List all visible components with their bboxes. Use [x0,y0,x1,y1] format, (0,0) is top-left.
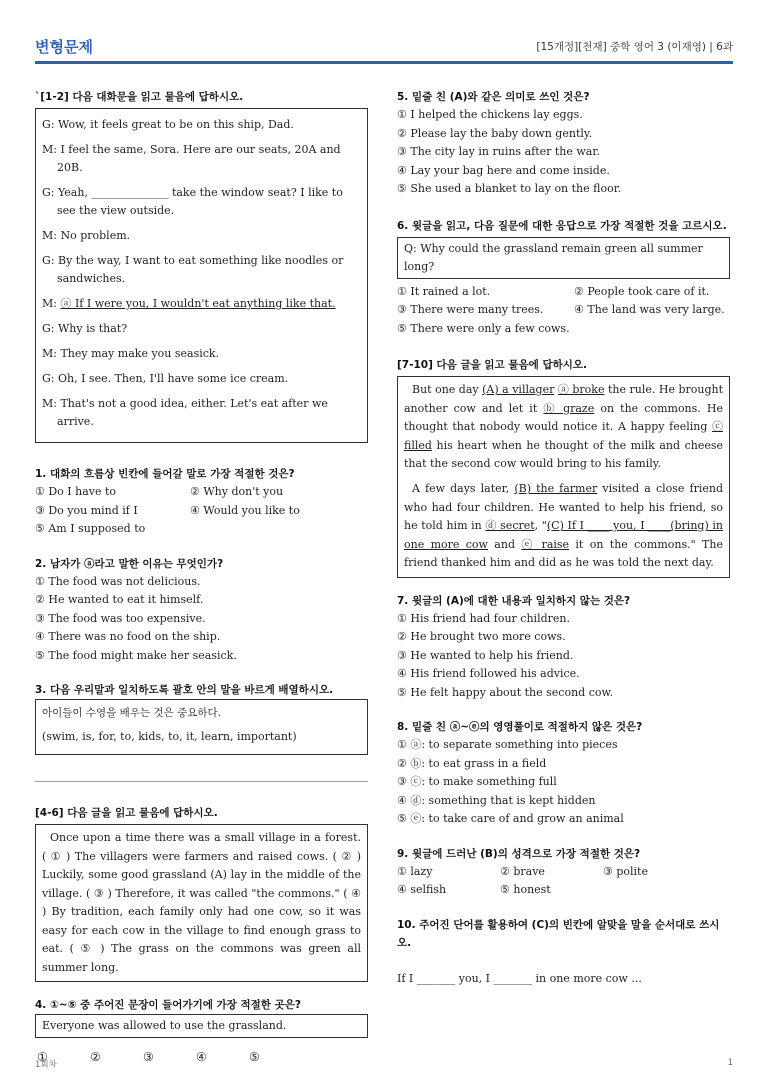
dialogue-line: G: By the way, I want to eat something like noodles or sandwiches. [42,254,344,285]
question-7: 7. 윗글의 (A)에 대한 내용과 일치하지 않는 것은? [397,594,631,607]
q7-option-3[interactable]: ③ He wanted to help his friend. [397,648,574,662]
q8-option-2[interactable]: ② ⓑ: to eat grass in a field [397,756,547,770]
dialogue-line: G: Oh, I see. Then, I'll have some ice cream. [42,372,289,385]
dialogue-line: G: Yeah, ______________ take the window seat? I like to see the view outside. [42,186,343,217]
question-5-options [397,106,730,199]
q10-answer-line[interactable]: If I _______ you, I _______ in one more cow ... [397,971,642,985]
passage-farmer: But one day (A) a villager ⓐ broke the rule. He brought another cow and let it ⓑ graze on the commons. He thought that nobody would notice it. A happy feeling ⓒ filled his heart when he thought of the milk and cheese that the second cow would bring to his family. A few days later, (B) the farmer visited a close friend who had four children. He wanted to help his friend, so he told him in ⓓ secret, "(C) If I ____ you, I ____(bring) in one more cow and ⓔ raise it on the commons." The friend thanked him and did as he was told the next day. [397,376,730,578]
q1-option-3[interactable]: ③ Do you mind if I [35,503,138,517]
q8-option-3[interactable]: ③ ⓒ: to make something full [397,775,557,789]
dialogue-line: M: ⓐ If I were you, I wouldn't eat anything like that. [42,297,336,310]
q9-option-1[interactable]: ① lazy [397,864,433,878]
question-4-options [35,1050,368,1064]
dialogue-line: M: I feel the same, Sora. Here are our seats, 20A and 20B. [42,143,341,174]
q4-option-5[interactable]: ⑤ [249,1050,260,1064]
q9-option-3[interactable]: ③ polite [603,864,648,878]
question-1: 1. 대화의 흐름상 빈칸에 들어갈 말로 가장 적절한 것은? [35,468,295,480]
question-2-options [35,573,368,666]
question-4: 4. ①~⑤ 중 주어진 문장이 들어가기에 가장 적절한 곳은? [35,999,301,1011]
q4-option-2[interactable]: ② [90,1050,101,1064]
question-6-options [397,283,730,339]
q9-option-5[interactable]: ⑤ honest [500,883,551,897]
q7-option-2[interactable]: ② He brought two more cows. [397,630,566,644]
dialogue-line: G: Wow, it feels great to be on this ship, Dad. [42,118,294,131]
q9-option-2[interactable]: ② brave [500,864,545,878]
question-6: 6. 윗글을 읽고, 다음 질문에 대한 응답으로 가장 적절한 것을 고르시오. [397,219,727,232]
question-10: 10. 주어진 단어를 활용하여 (C)의 빈칸에 알맞을 말을 순서대로 쓰시오. [397,918,720,949]
q9-option-4[interactable]: ④ selfish [397,883,447,897]
section-divider [35,781,368,782]
right-column [397,88,730,988]
question-5: 5. 밑줄 친 (A)와 같은 의미로 쓰인 것은? [397,91,590,103]
q1-option-2[interactable]: ② Why don't you [190,485,284,498]
footer-round: 1회차 [35,1060,57,1070]
q6-question-box: Q: Why could the grassland remain green all summer long? [397,237,730,279]
q4-option-3[interactable]: ③ [143,1050,154,1064]
q6-option-4[interactable]: ④ The land was very large. [574,303,725,316]
q4-option-1[interactable]: ① [37,1050,48,1064]
q2-option-5[interactable]: ⑤ The food might make her seasick. [35,648,237,662]
dialogue-line: M: That's not a good idea, either. Let's eat after we arrive. [42,397,328,428]
q7-option-1[interactable]: ① His friend had four children. [397,611,570,625]
page-number: 1 [727,1058,733,1068]
passage-commons: Once upon a time there was a small village in a forest. ( ① ) The villagers were farmers and raised cows. ( ② ) Luckily, some good grassland (A) lay in the middle of the village. ( ③ ) Therefore, it was called "the commons." ( ④ ) By tradition, each family only had one cow, so it was easy for each cow in the village to find enough grass to eat. ( ⑤ ) The grass on the commons was green all summer long. [35,824,368,982]
q8-option-4[interactable]: ④ ⓓ: something that is kept hidden [397,793,596,807]
dialogue-line: G: Why is that? [42,322,128,335]
question-1-options [35,483,368,539]
q5-option-5[interactable]: ⑤ She used a blanket to lay on the floor. [397,182,622,195]
question-7-options [397,610,730,703]
q2-option-1[interactable]: ① The food was not delicious. [35,574,201,588]
question-3-box [35,699,368,755]
section-heading-7-10: [7-10] 다음 글을 읽고 물음에 답하시오. [397,359,587,371]
header-rule [35,61,733,64]
q7-option-5[interactable]: ⑤ He felt happy about the second cow. [397,685,614,699]
q2-option-4[interactable]: ④ There was no food on the ship. [35,630,221,643]
q4-given-sentence: Everyone was allowed to use the grassland. [35,1014,368,1038]
page-title: 변형문제 [35,38,93,56]
question-8: 8. 밑줄 친 ⓐ~ⓔ의 영영풀이로 적절하지 않은 것은? [397,721,643,734]
q3-word-list: (swim, is, for, to, kids, to, it, learn, important) [42,730,297,743]
q1-option-1[interactable]: ① Do I have to [35,485,117,498]
q5-option-4[interactable]: ④ Lay your bag here and come inside. [397,163,610,177]
q5-option-3[interactable]: ③ The city lay in ruins after the war. [397,145,600,158]
q1-option-5[interactable]: ⑤ Am I supposed to [35,522,146,535]
q8-option-5[interactable]: ⑤ ⓔ: to take care of and grow an animal [397,812,624,826]
question-2: 2. 남자가 ⓐ라고 말한 이유는 무엇인가? [35,557,224,570]
q6-option-1[interactable]: ① It rained a lot. [397,284,491,298]
q1-option-4[interactable]: ④ Would you like to [190,503,300,517]
q6-option-2[interactable]: ② People took care of it. [574,284,710,298]
q5-option-2[interactable]: ② Please lay the baby down gently. [397,126,593,140]
q4-option-4[interactable]: ④ [196,1050,207,1064]
q6-option-5[interactable]: ⑤ There were only a few cows. [397,321,570,335]
q3-korean-sentence: 아이들이 수영을 배우는 것은 중요하다. [42,707,221,719]
q7-option-4[interactable]: ④ His friend followed his advice. [397,667,580,681]
section-heading-1-2: `[1-2] 다음 대화문을 읽고 물음에 답하시오. [35,91,244,103]
q6-option-3[interactable]: ③ There were many trees. [397,303,544,316]
question-9: 9. 윗글에 드러난 (B)의 성격으로 가장 적절한 것은? [397,847,641,860]
textbook-info: [15개정][천재] 중학 영어 3 (이재영) | 6과 [536,41,733,53]
left-column [35,88,368,1064]
question-8-options [397,736,730,829]
dialogue-line: M: They may make you seasick. [42,347,220,360]
dialogue-line: M: No problem. [42,229,131,242]
section-heading-4-6: [4-6] 다음 글을 읽고 물음에 답하시오. [35,807,218,819]
q2-option-2[interactable]: ② He wanted to eat it himself. [35,593,204,606]
question-3: 3. 다음 우리말과 일치하도록 괄호 안의 말을 바르게 배열하시오. [35,684,334,696]
q8-option-1[interactable]: ① ⓐ: to separate something into pieces [397,738,618,752]
dialogue-box [35,108,368,443]
q2-option-3[interactable]: ③ The food was too expensive. [35,611,206,625]
question-9-options [397,863,730,900]
q5-option-1[interactable]: ① I helped the chickens lay eggs. [397,108,583,121]
